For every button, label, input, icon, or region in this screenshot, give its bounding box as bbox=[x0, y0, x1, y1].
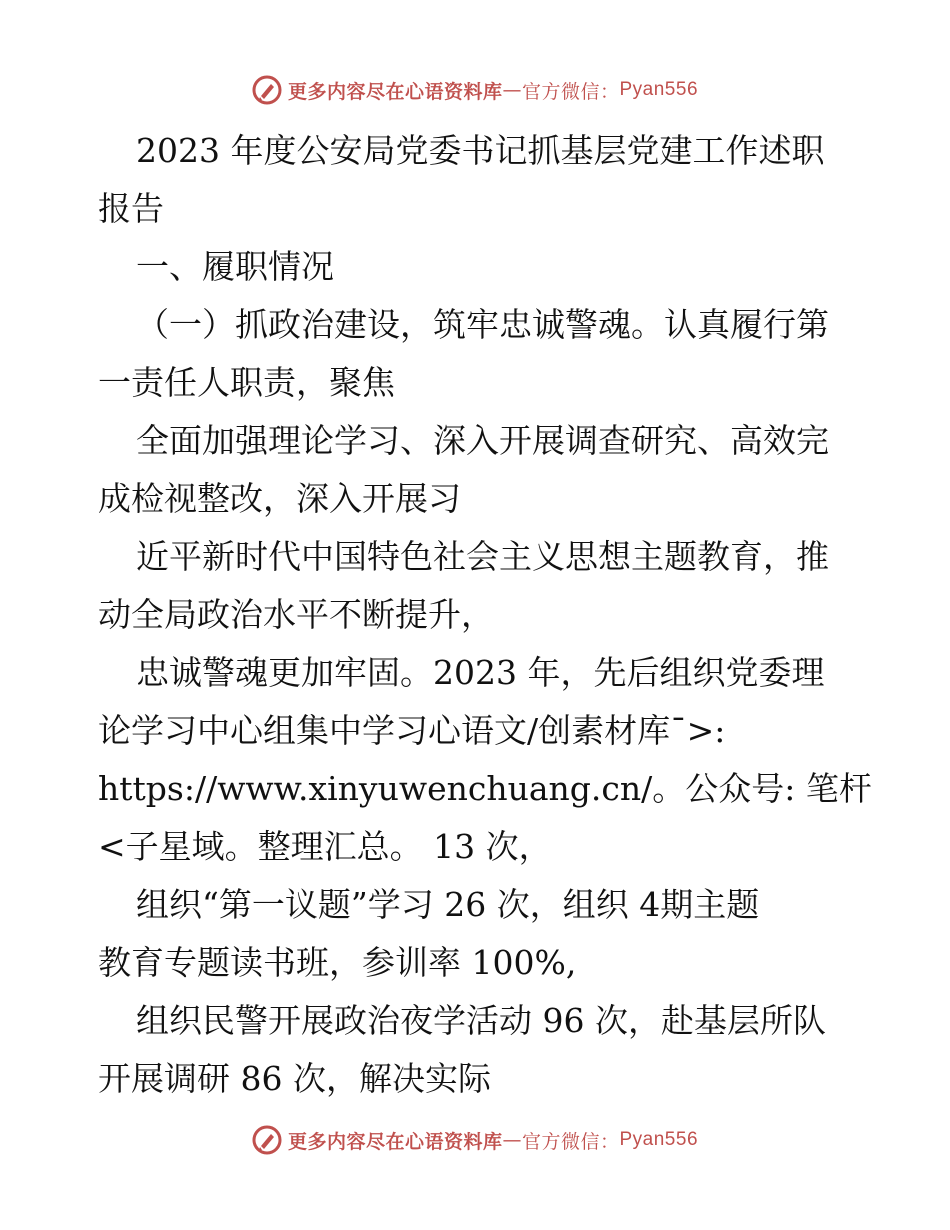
section-heading: 一、履职情况 bbox=[136, 247, 334, 286]
paragraph-line: （一）抓政治建设，筑牢忠诚警魂。认真履行第 bbox=[136, 305, 829, 344]
paragraph-line: 近平新时代中国特色社会主义思想主题教育，推 bbox=[136, 537, 829, 576]
paragraph-line-url: https://www.xinyuwenchuang.cn/。公众号: 笔杆 bbox=[98, 769, 872, 808]
banner-weixin-label: 官方微信： bbox=[521, 80, 620, 103]
pen-logo-icon bbox=[252, 75, 282, 105]
paragraph-line: 忠诚警魂更加牢固。2023 年，先后组织党委理 bbox=[136, 653, 825, 692]
document-body bbox=[98, 122, 872, 1108]
banner-dash: — bbox=[502, 79, 522, 101]
paragraph-line: 动全局政治水平不断提升， bbox=[98, 595, 494, 634]
paragraph-line: 全面加强理论学习、深入开展调查研究、高效完 bbox=[136, 421, 829, 460]
banner-wechat-id: Pyan556 bbox=[619, 1129, 699, 1150]
banner-wechat-id: Pyan556 bbox=[619, 79, 699, 100]
paragraph-line: 论学习中心组集中学习心语文/创素材库¯>: bbox=[98, 711, 726, 750]
doc-title-line-2: 报告 bbox=[98, 189, 164, 228]
paragraph-line: 组织民警开展政治夜学活动 96 次，赴基层所队 bbox=[136, 1001, 826, 1040]
paragraph-line: 一责任人职责，聚焦 bbox=[98, 363, 395, 402]
footer-watermark-banner bbox=[0, 1120, 950, 1160]
paragraph-line: 成检视整改，深入开展习 bbox=[98, 479, 461, 518]
banner-main-text: 更多内容尽在心语资料库 bbox=[287, 1130, 503, 1153]
banner-weixin-label: 官方微信： bbox=[521, 1130, 620, 1153]
header-watermark-banner bbox=[0, 70, 950, 110]
paragraph-line: 开展调研 86 次，解决实际 bbox=[98, 1059, 491, 1098]
paragraph-line: <子星域。整理汇总。 13 次， bbox=[98, 827, 552, 866]
paragraph-line: 组织“第一议题”学习 26 次，组织 4期主题 bbox=[136, 885, 760, 924]
banner-main-text: 更多内容尽在心语资料库 bbox=[287, 80, 503, 103]
banner-dash: — bbox=[502, 1129, 522, 1151]
doc-title-line-1: 2023 年度公安局党委书记抓基层党建工作述职 bbox=[136, 131, 825, 170]
paragraph-line: 教育专题读书班，参训率 100%, bbox=[98, 943, 577, 982]
pen-logo-icon bbox=[252, 1125, 282, 1155]
